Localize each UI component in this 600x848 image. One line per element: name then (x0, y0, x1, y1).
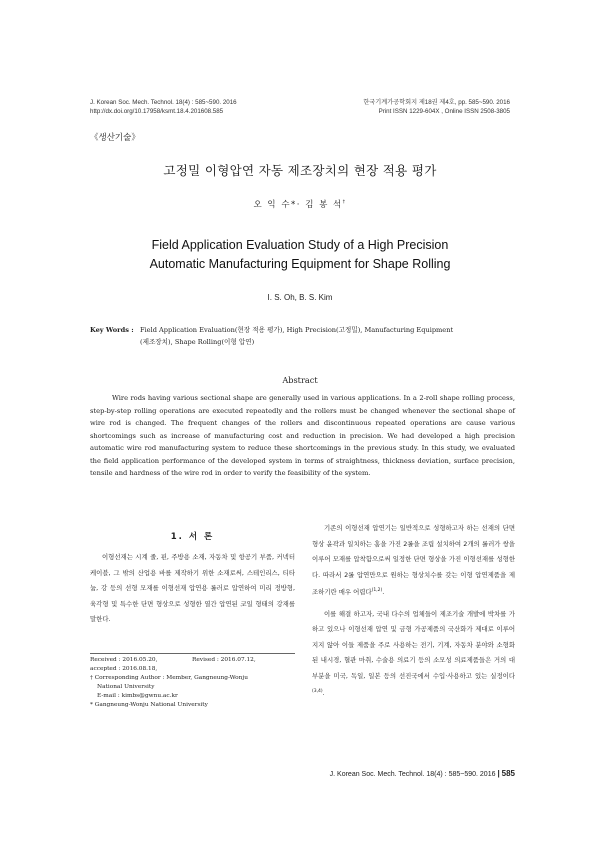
keywords-label: Key Words : (90, 326, 134, 334)
corresponding-mark: † (342, 200, 347, 206)
english-authors: I. S. Oh, B. S. Kim (267, 293, 333, 302)
page-number: 585 (501, 769, 515, 778)
para2-end: . (322, 689, 325, 698)
reference-1-2[interactable]: (1,2) (371, 588, 383, 593)
email[interactable]: E-mail : kimbs@gwnu.ac.kr (97, 693, 178, 699)
corresponding-affiliation: National University (97, 684, 155, 690)
abstract-heading: Abstract (282, 375, 318, 385)
abstract-text: Wire rods having various sectional shape are generally used in various applications. In a 2-roll shape rolling process, step-by-step rolling operations are executed repeatedly and the rollers must be changed whenever the sectional shape of wire rod is changed. The frequent changes of the rollers and discontinuous repeated operations are cause various shortcomings such as increase of manufacturing cost and reduction in precision. We had developed a high precision automatic wire rod manufacturing system to reduce these shortcomings in the previous study. In this study, we evaluated the field application performance of the developed system in terms of straightness, thickness deviation, surface precision, tensile and hardness of the wire rod in order to verify the feasibility of the system. (90, 394, 515, 477)
keywords (90, 324, 515, 348)
section-heading: 1. 서 론 (170, 532, 215, 542)
keywords-line2: (제조장치), Shape Rolling(이형 압연) (140, 338, 255, 346)
korean-citation-line: 한국기계가공학회지 제18권 제4호, pp. 585~590. 2016 (363, 99, 510, 106)
received-date: Received : 2016.05.20, (90, 657, 158, 663)
page-footer (290, 769, 515, 778)
para2-text: 이를 해결 하고자, 국내 다수의 업체들이 제조기술 개발에 박차를 가하고 있으나 이형선재 압연 및 금형 가공제품의 국산화가 제대로 이루어지지 않아 이들 제품을 주로 사용하는 전기, 기계, 자동차 분야와 소형화된 내시경, 혈관 마취, 수술용 의료기 등의 소모성 의료제품들은 거의 대부분을 미국, 독일, 일본 등의 선진국에서 수입·사용하고 있는 실정이다 (312, 609, 515, 680)
section-tag: 《생산기술》 (90, 133, 140, 143)
citation-line: J. Korean Soc. Mech. Technol. 18(4) : 585~590. 2016 (90, 99, 237, 106)
intro-paragraph-left: 이형선재는 시계 줄, 핀, 주방용 소재, 자동차 및 항공기 부품, 커넥터 케이블, 그 밖의 산업용 바를 제작하기 위한 소재로써, 스테인리스, 티타늄, 강 등의 선형 모재를 이형선재 압연용 롤러로 압연하여 미리 정방형, 육각형 및 특수한 단면 형상으로 성형한 열간 압연된 코일 형태의 강재를 말한다. (90, 553, 295, 623)
footer-separator: | (497, 769, 500, 778)
intro-paragraph-right-2 (312, 607, 515, 702)
footnotes (90, 656, 300, 710)
english-title-line1: Field Application Evaluation Study of a High Precision (151, 238, 449, 252)
english-title-line2: Automatic Manufacturing Equipment for Shape Rolling (149, 257, 451, 271)
journal-citation (90, 99, 237, 116)
korean-title: 고정밀 이형압연 자동 제조장치의 현장 적용 평가 (163, 163, 437, 178)
revised-date: Revised : 2016.07.12, (192, 657, 256, 663)
keywords-line1: Field Application Evaluation(현장 적용 평가), High Precision(고정밀), Manufacturing Equipment (140, 326, 454, 334)
journal-issn (330, 99, 510, 116)
english-title (0, 236, 600, 274)
intro-paragraph-right-1 (312, 521, 515, 601)
korean-authors (0, 198, 600, 210)
issn-line: Print ISSN 1229-604X , Online ISSN 2508-3805 (378, 107, 510, 115)
korean-author-names: 오 익 수*· 김 봉 석 (253, 200, 343, 210)
para1-text: 기존의 이형선재 압연기는 일반적으로 성형하고자 하는 선재의 단면형상 윤곽과 일치하는 홈을 가진 2롤을 조립 설치하여 2개의 롤러가 쌍을 이루어 모재를 압착함으로써 일정한 단면 형상을 가진 이형선재를 성형한다. 따라서 2롤 압연만으로 원하는 형상치수를 갖는 이형 압연제품을 제조하기란 매우 어렵다 (312, 524, 515, 597)
right-column (312, 521, 515, 708)
para1-end: . (382, 588, 385, 597)
accepted-date: accepted : 2016.08.18, (90, 666, 158, 672)
doi-link[interactable]: http://dx.doi.org/10.17958/ksmt.18.4.201608.585 (90, 107, 224, 115)
abstract-body (90, 392, 515, 486)
footnote-divider (90, 653, 295, 654)
author-affiliation: * Gangneung-Wonju National University (90, 702, 208, 708)
footer-citation: J. Korean Soc. Mech. Technol. 18(4) : 585~590. 2016 (329, 771, 496, 778)
left-column (90, 550, 295, 634)
reference-3-4[interactable]: (3,4) (312, 689, 323, 695)
corresponding-author: † Corresponding Author : Member, Gangneung-Wonju (90, 675, 248, 681)
